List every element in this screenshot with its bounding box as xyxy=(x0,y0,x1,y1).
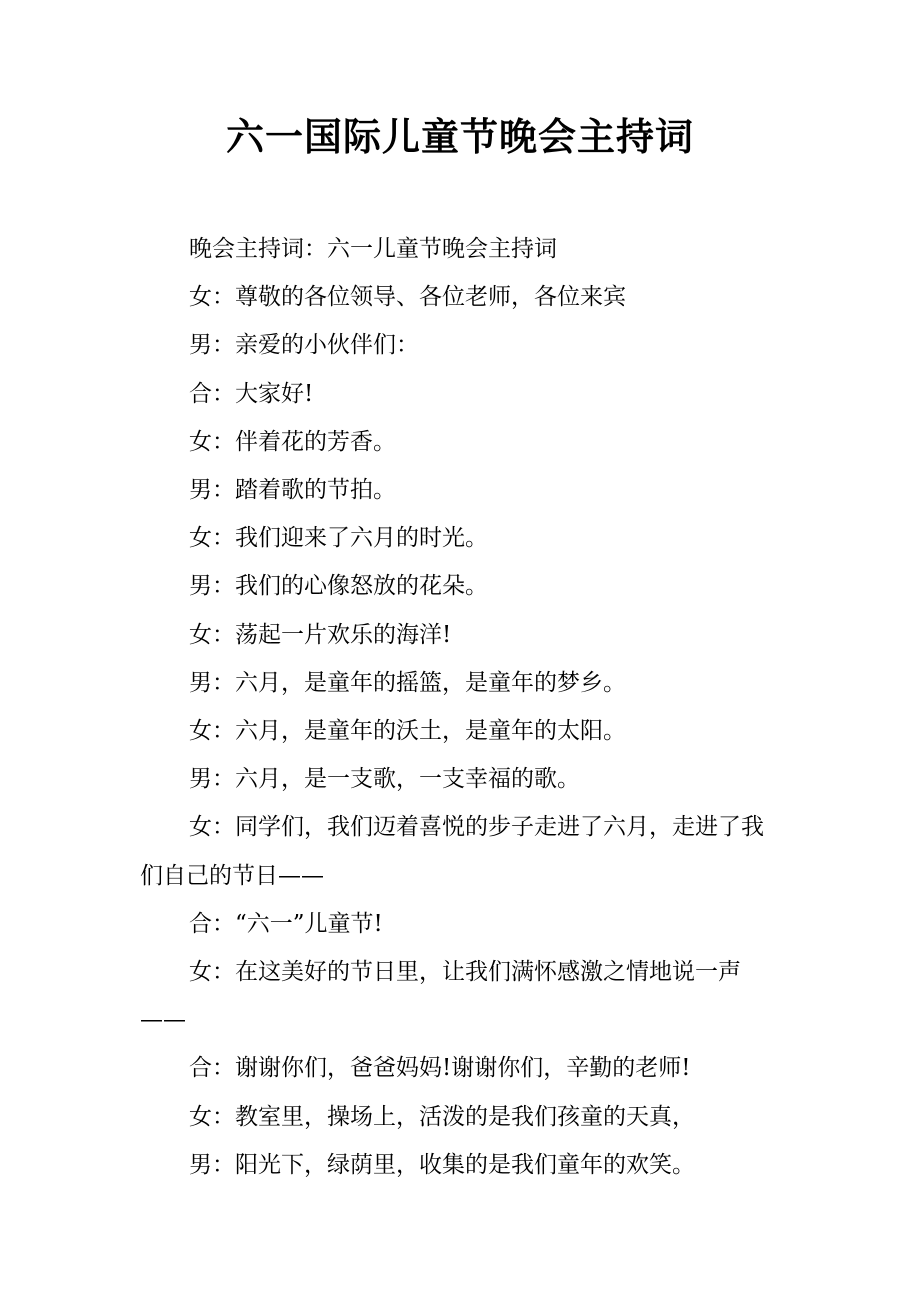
paragraph: 男：阳光下，绿荫里，收集的是我们童年的欢笑。 xyxy=(189,1151,695,1178)
paragraph: 男：六月，是童年的摇篮，是童年的梦乡。 xyxy=(189,669,626,696)
paragraph: 合：大家好! xyxy=(189,380,314,407)
paragraph: 男：踏着歌的节拍。 xyxy=(189,477,396,504)
paragraph: 女：尊敬的各位领导、各位老师，各位来宾 xyxy=(189,284,626,311)
document-body xyxy=(140,225,770,1189)
paragraph: 男：我们的心像怒放的花朵。 xyxy=(189,573,488,600)
paragraph: 女：同学们，我们迈着喜悦的步子走进了六月，走进了我们自己的节日—— xyxy=(140,814,764,889)
paragraph: 男：六月，是一支歌，一支幸福的歌。 xyxy=(189,766,580,793)
paragraph: 晚会主持词：六一儿童节晚会主持词 xyxy=(189,236,557,262)
paragraph: 合：谢谢你们，爸爸妈妈!谢谢你们，辛勤的老师! xyxy=(189,1055,691,1082)
paragraph: 男：亲爱的小伙伴们： xyxy=(189,332,419,359)
paragraph: 女：六月，是童年的沃土，是童年的太阳。 xyxy=(189,718,626,745)
paragraph: 女：教室里，操场上，活泼的是我们孩童的天真， xyxy=(189,1103,695,1130)
document-title: 六一国际儿童节晚会主持词 xyxy=(225,114,694,159)
paragraph: 合：“六一”儿童节! xyxy=(189,910,383,937)
paragraph: 女：伴着花的芳香。 xyxy=(189,428,396,455)
paragraph: 女：我们迎来了六月的时光。 xyxy=(189,525,488,552)
paragraph: 女：荡起一片欢乐的海洋! xyxy=(189,621,452,648)
paragraph: 女：在这美好的节日里，让我们满怀感激之情地说一声—— xyxy=(140,959,741,1034)
